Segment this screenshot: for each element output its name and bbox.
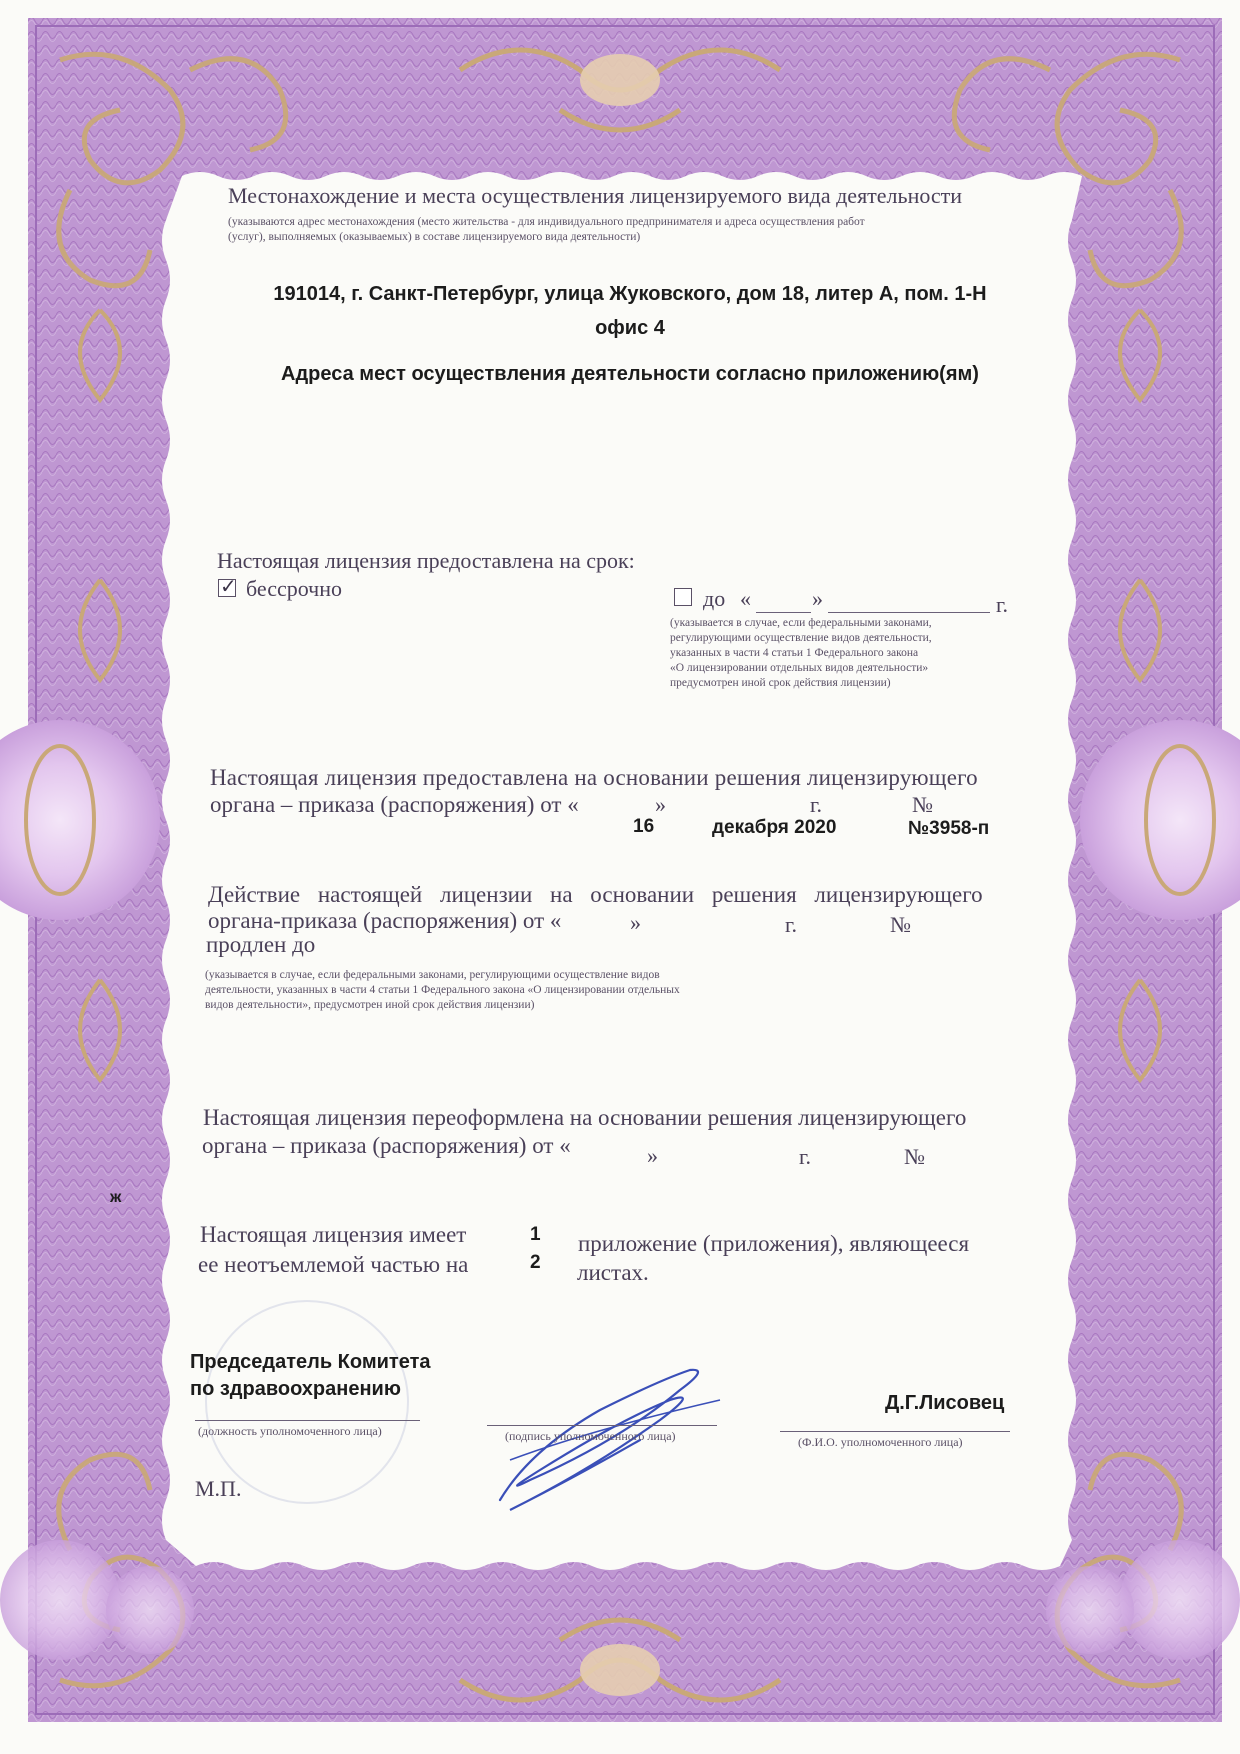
term-heading: Настоящая лицензия предоставлена на срок: xyxy=(217,548,635,573)
margin-mark: ж xyxy=(110,1189,122,1206)
reissue-year-label: г. xyxy=(799,1144,812,1169)
appendix-line1-left: Настоящая лицензия имеет xyxy=(200,1222,467,1247)
address-line2: офис 4 xyxy=(595,317,665,339)
reissue-number-label: № xyxy=(904,1144,925,1169)
until-quote-open: « xyxy=(740,586,751,611)
extension-quote-close: » xyxy=(630,910,641,935)
term-hint xyxy=(670,616,1030,691)
signature-line xyxy=(487,1425,717,1426)
stamp-seal xyxy=(205,1300,409,1504)
address-line1: 191014, г. Санкт-Петербург, улица Жуковского, дом 18, литер А, пом. 1-Н xyxy=(273,283,987,305)
extension-hint xyxy=(205,968,825,1013)
term-hint-line: (указывается в случае, если федеральными законами, xyxy=(670,617,932,629)
location-hint-line2: (услуг), выполняемых (оказываемых) в составе лицензируемого вида деятельности) xyxy=(228,231,641,243)
unlimited-checkbox[interactable] xyxy=(218,574,237,598)
address-line3: Адреса мест осуществления деятельности согласно приложению(ям) xyxy=(281,363,979,385)
extension-year-label: г. xyxy=(785,912,798,937)
term-hint-line: регулирующими осуществление видов деятельности, xyxy=(670,632,932,644)
checkmark-icon: ✓ xyxy=(220,574,237,598)
signer-name: Д.Г.Лисовец xyxy=(885,1392,1005,1414)
until-year-suffix: г. xyxy=(996,592,1009,617)
appendix-line1-right: приложение (приложения), являющееся xyxy=(578,1231,970,1256)
signer-position-line1: Председатель Комитета xyxy=(190,1351,431,1373)
position-line xyxy=(195,1420,420,1421)
basis-line2: органа – приказа (распоряжения) от « xyxy=(210,792,579,817)
extension-hint-line: (указывается в случае, если федеральными законами, регулирующими осуществление видов xyxy=(205,969,660,981)
extension-line1: Действие настоящей лицензии на основании решения лицензирующего xyxy=(208,882,983,907)
term-hint-line: «О лицензировании отдельных видов деятельности» xyxy=(670,662,929,674)
stamp-place: М.П. xyxy=(195,1476,242,1501)
basis-month-year: декабря 2020 xyxy=(712,817,837,838)
appendix-line1-value: 1 xyxy=(530,1224,541,1245)
extension-line3: продлен до xyxy=(206,932,316,957)
basis-number: №3958-п xyxy=(908,818,990,839)
position-caption: (должность уполномоченного лица) xyxy=(198,1424,382,1438)
basis-line1: Настоящая лицензия предоставлена на основании решения лицензирующего xyxy=(210,765,978,790)
until-quote-close: » xyxy=(812,586,823,611)
term-hint-line: предусмотрен иной срок действия лицензии) xyxy=(670,677,891,689)
extension-hint-line: деятельности, указанных в части 4 статьи 1 Федерального закона «О лицензировании отдельных xyxy=(205,984,680,996)
term-hint-line: указанных в части 4 статьи 1 Федерального закона xyxy=(670,647,919,659)
unlimited-label: бессрочно xyxy=(246,576,343,601)
extension-number-label: № xyxy=(890,912,911,937)
name-line xyxy=(780,1431,1010,1432)
basis-quote-close: » xyxy=(655,792,666,817)
appendix-line2-value: 2 xyxy=(530,1252,541,1273)
appendix-line2-left: ее неотъемлемой частью на xyxy=(198,1252,469,1277)
basis-number-label: № xyxy=(912,792,933,817)
extension-hint-line: видов деятельности», предусмотрен иной срок действия лицензии) xyxy=(205,999,535,1011)
until-checkbox[interactable] xyxy=(674,588,692,606)
basis-day: 16 xyxy=(633,816,655,837)
until-date-line xyxy=(828,612,990,613)
name-caption: (Ф.И.О. уполномоченного лица) xyxy=(798,1435,963,1449)
location-hint-line1: (указываются адрес местонахождения (место жительства - для индивидуального предпринимателя и адреса осуществления работ xyxy=(228,216,865,228)
reissue-quote-close: » xyxy=(647,1143,658,1168)
reissue-line2: органа – приказа (распоряжения) от « xyxy=(202,1133,571,1158)
extension-line2: органа-приказа (распоряжения) от « xyxy=(208,908,562,933)
reissue-line1: Настоящая лицензия переоформлена на основании решения лицензирующего xyxy=(203,1105,967,1130)
signer-position-line2: по здравоохранению xyxy=(190,1378,401,1400)
until-label: до xyxy=(703,586,726,611)
appendix-line2-right: листах. xyxy=(577,1260,649,1285)
location-heading: Местонахождение и места осуществления лицензируемого вида деятельности xyxy=(228,183,963,208)
signature-caption: (подпись уполномоченного лица) xyxy=(505,1429,676,1443)
basis-year-label: г. xyxy=(810,792,823,817)
until-day-line xyxy=(756,612,811,613)
